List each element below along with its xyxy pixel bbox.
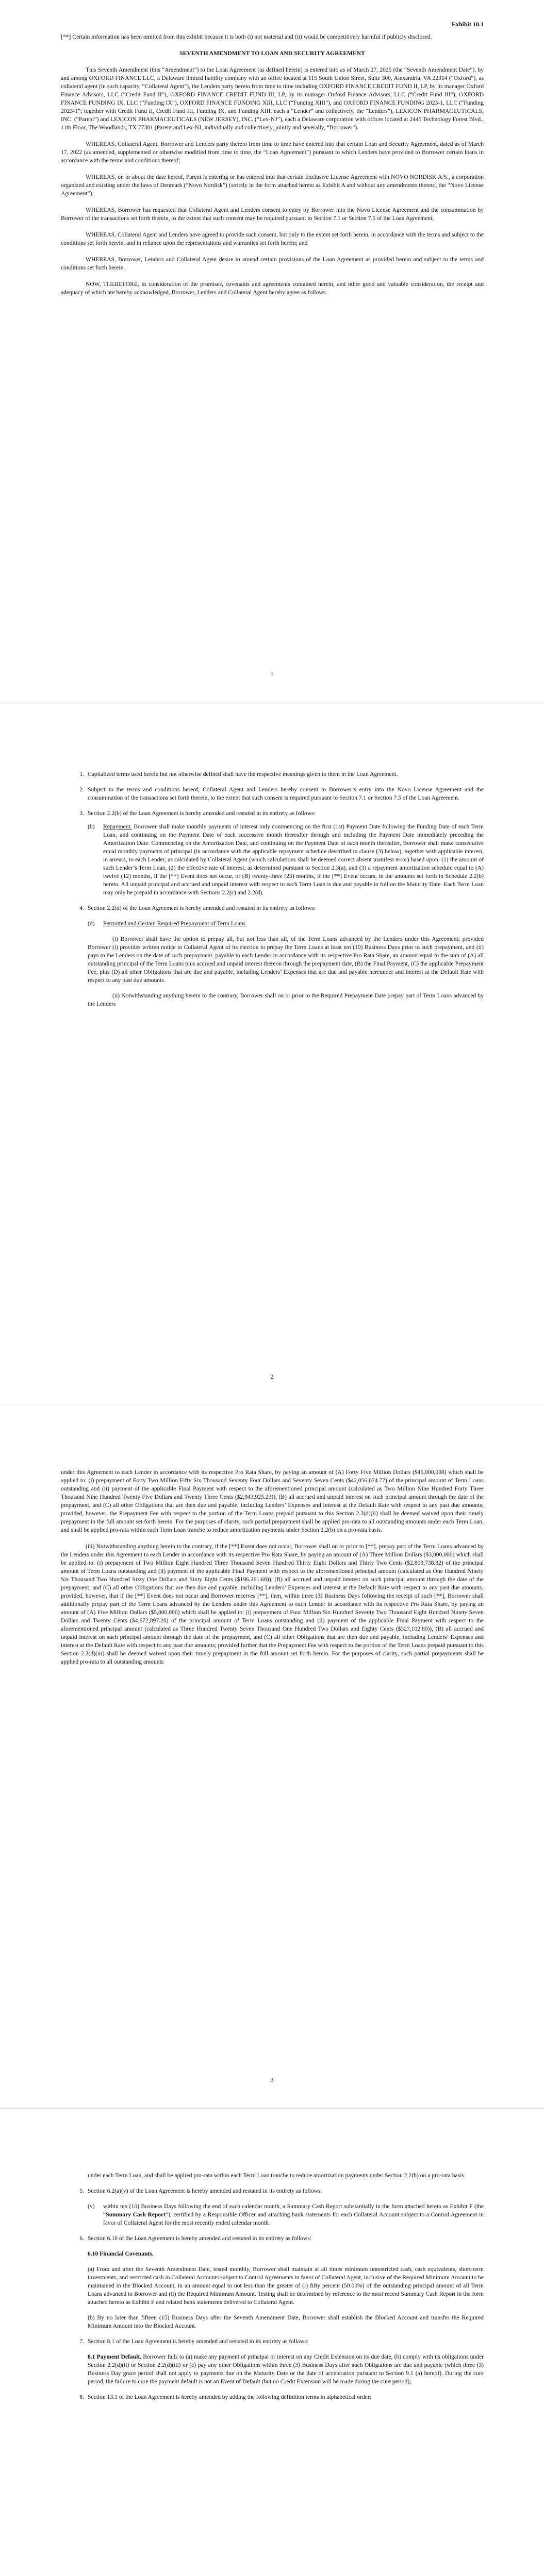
recital-4: WHEREAS, Collateral Agent and Lenders have agreed to provide such consent, but only to the extent set forth herein, in accordance with the terms and subject to the conditions set forth herein, and in reliance upon the representations and warranties set forth herein; and: [61, 231, 484, 246]
recital-1: WHEREAS, Collateral Agent, Borrower and Lenders party thereto from time to time have entered into that certain Loan and Security Agreement, dated as of March 17, 2022 (as amended, supplemented or otherwise modified from time to time, the “Loan Agreement”) pursuant to which Lenders have provided to Borrower certain loans in accordance with the terms and conditions thereof;: [61, 141, 484, 164]
amendment-sections: [61, 2187, 484, 2401]
section-6: 6. Section 6.10 of the Loan Agreement is hereby amended and restated in its entirety as follows: 6.10 Financial Covenants. (a) From and after the Seventh Amendment Date, tested monthly, Borrower shall maintain at all times minimum unrestricted cash, cash equivalents, short-term investments, and restricted cash in Collateral Accounts subject to Control Agreements in favor of Collateral Agent, inclusive of the Required Minimum Amount to be maintained in the Blocked Account, in an amount equal to not less than the greater of (i) fifty percent (50.00%) of the outstanding principal amount of all Term Loans advanced to Borrower and (ii) the Required Minimum Amount. Testing shall be determined by reference to the most recent Summary Cash Report in the form attached hereto as Exhibit F and related bank statements delivered to Collateral Agent. (b) By no later than fifteen (15) Business Days after the Seventh Amendment Date, Borrower shall establish the Blocked Account and transfer the Required Minimum Amount into the Blocked Account.: [86, 2234, 484, 2330]
page-2: [0, 703, 544, 1404]
defined-term: Summary Cash Report: [106, 2211, 166, 2218]
amendment-sections: [61, 770, 484, 1008]
page-number: 2: [270, 1373, 274, 1380]
operative-clause: NOW, THEREFORE, in consideration of the promises, covenants and agreements contained herein, and other good and valuable consideration, the receipt and adequacy of which are hereby acknowledged, Borrower, Lenders and Collateral Agent hereby agree as follows:: [61, 281, 484, 296]
clause-6-10-b: (b) By no later than fifteen (15) Business Days after the Seventh Amendment Date, Borrower shall establish the Blocked Account and transfer the Required Minimum Amount into the Blocked Account.: [88, 2314, 484, 2329]
subsection-2-2-d: (d) Permitted and Certain Required Prepayment of Term Loans.: [88, 920, 484, 928]
section-8-1: 8.1 Payment Default. Borrower fails to (a) make any payment of principal or interest on any Credit Extension on its due date, (b) comply with its obligations under Section 2.2(d)(ii) or Section 2.2(d)(iii) or (c) pay any other Obligations within three (3) Business Days after such Obligations are due and payable (which three (3) Business Day grace period shall not apply to payments due on the Maturity Date or the date of acceleration pursuant to Section 9.1 (a) hereof). During the cure period, the failure to cure the payment default is not an Event of Default (but no Credit Extension will be made during the cure period);: [88, 2353, 484, 2385]
subsection-2-2-b: (b) Repayment. Borrower shall make monthly payments of interest only commencing on the first (1st) Payment Date following the Funding Date of each Term Loan, and continuing on the Payment Date of each successive month thereafter through and including the Payment Date immediately preceding the Amortization Date. Commencing on the Amortization Date, and continuing on the Payment Date of each month thereafter, Borrower shall make consecutive equal monthly payments of principal (in accordance with the applicable repayment schedule described in clause (3) below), together with applicable interest, in arrears, to each Lender, as calculated by Collateral Agent (which calculations shall be deemed correct absent manifest error) based upon: (1) the amount of such Lender’s Term Loan, (2) the effective rate of interest, as determined pursuant to Section 2.3(a), and (3) a repayment amortization schedule equal to (A) twelve (12) months, if the [**] Event does not occur, or (B) twenty-three (23) months, if the [**] Event occurs, in the amounts set forth in Schedule 2.2(b) hereto. All unpaid principal and accrued and unpaid interest with respect to each Term Loan is due and payable in full on the Maturity Date. Each Term Loan may only be prepaid in accordance with Sections 2.2(c) and 2.2(d).: [88, 823, 484, 896]
section-8: 8. Section 13.1 of the Loan Agreement is hereby amended by adding the following definition terms in alphabetical order:: [86, 2393, 484, 2401]
clause-d-iii: (iii) Notwithstanding anything herein to the contrary, if the [**] Event does not occur, Borrower shall on or prior to [**], prepay part of the Term Loans advanced by the Lenders under this Agreement to each Lender in accordance with its respective Pro Rata Share, by paying an amount of (A) Three Million Dollars ($3,000,000) which shall be applied to: (i) prepayment of Two Million Eight Hundred Three Thousand Seven Hundred Thirty Eight Dollars and Thirty Two Cents ($2,803,738.32) of the principal amount of Term Loans outstanding and (ii) payment of the applicable Final Payment with respect to the aforementioned principal amount (calculated as One Hundred Ninety Six Thousand Two Hundred Sixty One Dollars and Sixty Eight Cents ($196,261.68)), (B) all accrued and unpaid interest on such principal amount through the date of the prepayment, and (C) all other Obligations that are then due and payable, including Lenders’ Expenses and interest at the Default Rate with respect to any past due amounts; provided, however, that if the [**] Event does not occur and Borrower receives [**], then, within three (3) Business Days following the receipt of such [**], Borrower shall additionally prepay part of the Term Loans advanced by the Lenders under this Agreement to each Lender in accordance with its respective Pro Rata Share, by paying an amount of (A) Five Million Dollars ($5,000,000) which shall be applied to: (i) prepayment of Four Million Six Hundred Seventy Two Thousand Eight Hundred Ninety Seven Dollars and Twenty Cents ($4,672,897.20) of the principal amount of Term Loans outstanding and (ii) payment of the applicable Final Payment with respect to the aforementioned principal amount (calculated as Three Hundred Twenty Seven Thousand One Hundred Two Dollars and Eighty Cents ($327,102.80)), (B) all accrued and unpaid interest on such principal amount through the date of the prepayment, and (C) all other Obligations that are then due and payable, including Lenders’ Expenses and interest at the Default Rate with respect to any past due amounts; provided further that the Prepayment Fee with respect to the portion of the Term Loans prepaid pursuant to this Section 2.2(d)(iii) shall be deemed waived upon their timely prepayment in the full amount set forth herein. For the purposes of clarity, such partial prepayments shall be applied pro-rata to all outstanding amounts: [61, 1543, 484, 1665]
page-number: 3: [270, 2076, 274, 2083]
recital-2: WHEREAS, on or about the date hereof, Parent is entering or has entered into that certain Exclusive License Agreement with NOVO NORDISK A/S., a corporation organized and existing under the laws of Denmark (“Novo Nordisk”) (strictly in the form attached hereto as Exhibit A and without any amendments thereto, the “Novo License Agreement”);: [61, 174, 484, 197]
confidential-notice: [**] Certain information has been omitted from this exhibit because it is both (i) not material and (ii) would be competitively harmful if publicly disclosed.: [61, 33, 432, 40]
subsection-heading: Repayment.: [103, 823, 132, 830]
section-1: 1. Capitalized terms used herein but not otherwise defined shall have the respective meanings given to them in the Loan Agreement.: [86, 770, 484, 778]
section-4: 4. Section 2.2(d) of the Loan Agreement is hereby amended and restated in its entirety as follows: (d) Permitted and Certain Required Prepayment of Term Loans. (i) Borrower shall have the option to prepay all, but not less than all, of the Term Loans advanced by the Lenders under this Agreement; provided Borrower (i) provides written notice to Collateral Agent of its election to prepay the Term Loans at least ten (10) Business Days prior to such prepayment, and (ii) pays to the Lenders on the date of such prepayment, payable to each Lender in accordance with its respective Pro Rata Share, an amount equal to the sum of (A) all outstanding principal of the Term Loans plus accrued and unpaid interest thereon through the prepayment date, (B) the Final Payment, (C) the applicable Prepayment Fee, plus (D) all other Obligations that are due and payable, including Lenders’ Expenses that are due and payable hereunder and interest at the Default Rate with respect to any past due amounts. (ii) Notwithstanding anything herein to the contrary, Borrower shall on or prior to the Required Prepayment Date prepay part of Term Loans advanced by the Lenders: [86, 904, 484, 1008]
clause-d-i: (i) Borrower shall have the option to prepay all, but not less than all, of the Term Loans advanced by the Lenders under this Agreement; provided Borrower (i) provides written notice to Collateral Agent of its election to prepay the Term Loans at least ten (10) Business Days prior to such prepayment, and (ii) pays to the Lenders on the date of such prepayment, payable to each Lender in accordance with its respective Pro Rata Share, an amount equal to the sum of (A) all outstanding principal of the Term Loans plus accrued and unpaid interest thereon through the prepayment date, (B) the Final Payment, (C) the applicable Prepayment Fee, plus (D) all other Obligations that are due and payable, including Lenders’ Expenses that are due and payable hereunder and interest at the Default Rate with respect to any past due amounts.: [88, 936, 484, 984]
clause-6-10-a: (a) From and after the Seventh Amendment Date, tested monthly, Borrower shall maintain at all times minimum unrestricted cash, cash equivalents, short-term investments, and restricted cash in Collateral Accounts subject to Control Agreements in favor of Collateral Agent, inclusive of the Required Minimum Amount to be maintained in the Blocked Account, in an amount equal to not less than the greater of (i) fifty percent (50.00%) of the outstanding principal amount of all Term Loans advanced to Borrower and (ii) the Required Minimum Amount. Testing shall be determined by reference to the most recent Summary Cash Report in the form attached hereto as Exhibit F and related bank statements delivered to Collateral Agent.: [88, 2266, 484, 2306]
section-5: 5. Section 6.2(a)(v) of the Loan Agreement is hereby amended and restated in its entirety as follows: (v) within ten (10) Business Days following the end of each calendar month, a Summary Cash Report substantially in the form attached hereto as Exhibit F (the “Summary Cash Report”), certified by a Responsible Officer and attaching bank statements for each Collateral Account subject to a Control Agreement in favor of Collateral Agent for the most recently ended calendar month.: [86, 2187, 484, 2227]
page-1: [0, 0, 544, 701]
clause-d-ii-continued: under this Agreement to each Lender in accordance with its respective Pro Rata Share, by paying an amount of (A) Forty Five Million Dollars ($45,000,000) which shall be applied to: (i) prepayment of Forty Two Million Fifty Six Thousand Seventy Four Dollars and Seventy Seven Cents ($42,056,074.77) of the principal amount of Term Loans outstanding and (ii) payment of the applicable Final Payment with respect to the aforementioned principal amount (calculated as Two Million Nine Hundred Forty Three Thousand Nine Hundred Twenty Five Dollars and Twenty Three Cents ($2,943,925.23)), (B) all accrued and unpaid interest on such principal amount through the date of the prepayment, and (C) all other Obligations that are then due and payable, including Lenders’ Expenses and interest at the Default Rate with respect to any past due amounts; provided, however, the Prepayment Fee with respect to the portion of the Term Loans prepaid pursuant to this Section 2.2(d)(ii) shall be deemed waived upon their timely prepayment in the full amount set forth herein. For the purposes of clarity, such partial prepayment shall be applied pro-rata to all outstanding amounts under each Term Loan, and shall be applied pro-rata within each Term Loan tranche to reduce amortization payments under Section 2.2(b) on a pro-rata basis.: [61, 1469, 484, 1533]
page-4: [0, 2110, 544, 2576]
subsection-heading: Permitted and Certain Required Prepayment of Term Loans.: [103, 920, 248, 927]
document-title: SEVENTH AMENDMENT TO LOAN AND SECURITY AGREEMENT: [179, 50, 365, 57]
section-8-1-heading: 8.1 Payment Default.: [88, 2353, 142, 2360]
section-7: 7. Section 8.1 of the Loan Agreement is hereby amended and restated in its entirety as follows: 8.1 Payment Default. Borrower fails to (a) make any payment of principal or interest on any Credit Extension on its due date, (b) comply with its obligations under Section 2.2(d)(ii) or Section 2.2(d)(iii) or (c) pay any other Obligations within three (3) Business Days after such Obligations are due and payable (which three (3) Business Day grace period shall not apply to payments due on the Maturity Date or the date of acceleration pursuant to Section 9.1 (a) hereof). During the cure period, the failure to cure the payment default is not an Event of Default (but no Credit Extension will be made during the cure period);: [86, 2337, 484, 2386]
subsection-6-2-a-v: (v) within ten (10) Business Days following the end of each calendar month, a Summary Cash Report substantially in the form attached hereto as Exhibit F (the “Summary Cash Report”), certified by a Responsible Officer and attaching bank statements for each Collateral Account subject to a Control Agreement in favor of Collateral Agent for the most recently ended calendar month.: [88, 2203, 484, 2226]
page-divider: [0, 2108, 544, 2109]
clause-d-ii: (ii) Notwithstanding anything herein to the contrary, Borrower shall on or prior to the Required Prepayment Date prepay part of Term Loans advanced by the Lenders: [88, 992, 484, 1007]
exhibit-label: Exhibit 10.1: [451, 21, 484, 28]
clause-d-iii-continued: under each Term Loan, and shall be applied pro-rata within each Term Loan tranche to reduce amortization payments under Section 2.2(b) on a pro-rata basis.: [88, 2172, 466, 2179]
recital-5: WHEREAS, Borrower, Lenders and Collateral Agent desire to amend certain provisions of the Loan Agreement as provided herein and subject to the terms and conditions set forth herein.: [61, 256, 484, 271]
preamble-paragraph: This Seventh Amendment (this “Amendment”) to the Loan Agreement (as defined herein) is entered into as of March 27, 2025 (the “Seventh Amendment Date”), by and among OXFORD FINANCE LLC, a Delaware limited liability company with an office located at 115 South Union Street, Suite 300, Alexandria, VA 22314 (“Oxford”), as collateral agent (in such capacity, “Collateral Agent”), the Lenders party hereto from time to time including OXFORD FINANCE CREDIT FUND II, LP, by its manager Oxford Finance Advisors, LLC (“Credit Fund II”), OXFORD FINANCE CREDIT FUND III, LP, by its manager Oxford Finance Advisors, LLC (“Credit Fund III”), OXFORD FINANCE FUNDING IX, LLC (“Funding IX”), OXFORD FINANCE FUNDING XIII, LLC (“Funding XIII”), and OXFORD FINANCE FUNDING 2023-1, LLC (“Funding 2023-1”; together with Credit Fund II, Credit Fund III, Funding IX, and Funding XIII, each a “Lender” and collectively, the “Lenders”), LEXICON PHARMACEUTICALS, INC. (“Parent”) and LEXICON PHARMACEUTICALS (NEW JERSEY), INC. (“Lex-NJ”), each a Delaware corporation with offices located at 2445 Technology Forest Blvd., 11th Floor, The Woodlands, TX 77381 (Parent and Lex-NJ, individually and collectively, jointly and severally, “Borrower”).: [61, 66, 484, 131]
page-3: [0, 1406, 544, 2107]
section-3: 3. Section 2.2(b) of the Loan Agreement is hereby amended and restated in its entirety as follows: (b) Repayment. Borrower shall make monthly payments of interest only commencing on the first (1st) Payment Date following the Funding Date of each Term Loan, and continuing on the Payment Date of each successive month thereafter through and including the Payment Date immediately preceding the Amortization Date. Commencing on the Amortization Date, and continuing on the Payment Date of each month thereafter, Borrower shall make consecutive equal monthly payments of principal (in accordance with the applicable repayment schedule described in clause (3) below), together with applicable interest, in arrears, to each Lender, as calculated by Collateral Agent (which calculations shall be deemed correct absent manifest error) based upon: (1) the amount of such Lender’s Term Loan, (2) the effective rate of interest, as determined pursuant to Section 2.3(a), and (3) a repayment amortization schedule equal to (A) twelve (12) months, if the [**] Event does not occur, or (B) twenty-three (23) months, if the [**] Event occurs, in the amounts set forth in Schedule 2.2(b) hereto. All unpaid principal and accrued and unpaid interest with respect to each Term Loan is due and payable in full on the Maturity Date. Each Term Loan may only be prepaid in accordance with Sections 2.2(c) and 2.2(d).: [86, 809, 484, 897]
section-6-10-heading: 6.10 Financial Covenants.: [88, 2250, 154, 2257]
page-number: 1: [270, 670, 274, 677]
recital-3: WHEREAS, Borrower has requested that Collateral Agent and Lenders consent to entry by Borrower into the Novo License Agreement and the consummation by Borrower of the transactions set forth therein, to the extent that such consent may be required pursuant to Section 7.1 or Section 7.5 of the Loan Agreement;: [61, 207, 484, 222]
section-2: 2. Subject to the terms and conditions hereof, Collateral Agent and Lenders hereby consent to Borrower’s entry into the Novo License Agreement and the consummation of the transactions set forth therein, to the extent that such consent is required pursuant to Section 7.1 or Section 7.5 of the Loan Agreement.: [86, 786, 484, 802]
